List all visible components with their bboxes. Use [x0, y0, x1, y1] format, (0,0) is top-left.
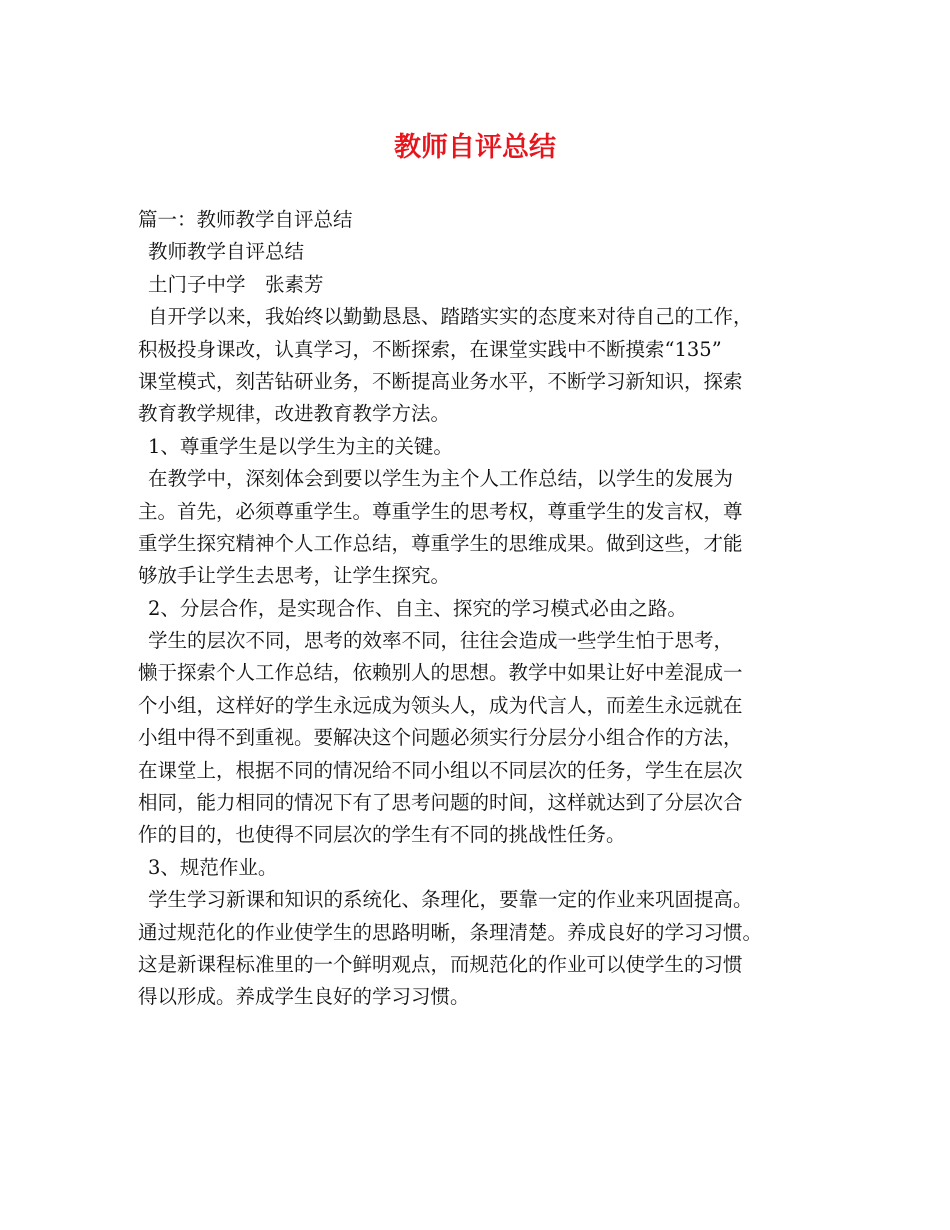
- paragraph-line: 学生的层次不同，思考的效率不同，往往会造成一些学生怕于思考，: [148, 629, 734, 653]
- paragraph-line: 作的目的，也使得不同层次的学生有不同的挑战性任务。: [138, 823, 626, 847]
- article-title: 教师教学自评总结: [148, 240, 305, 264]
- paragraph-line: 相同，能力相同的情况下有了思考问题的时间，这样就达到了分层次合: [138, 791, 743, 815]
- paragraph-line: 重学生探究精神个人工作总结，尊重学生的思维成果。做到这些，才能: [138, 531, 743, 555]
- paragraph-line: 通过规范化的作业使学生的思路明晰，条理清楚。养成良好的学习习惯。: [138, 920, 763, 944]
- document-body: [138, 204, 818, 1014]
- paragraph-line: 在教学中，深刻体会到要以学生为主个人工作总结，以学生的发展为: [148, 467, 734, 491]
- author-line: 土门子中学 张素芳: [148, 272, 324, 296]
- paragraph-line: 这是新课程标准里的一个鲜明观点，而规范化的作业可以使学生的习惯: [138, 952, 743, 976]
- paragraph-line: 学生学习新课和知识的系统化、条理化，要靠一定的作业来巩固提高。: [148, 888, 753, 912]
- paragraph-line: 教育教学规律，改进教育教学方法。: [138, 402, 451, 426]
- document-title: 教师自评总结: [394, 132, 556, 163]
- section-heading: 篇一：教师教学自评总结: [138, 208, 353, 231]
- point-heading: 3、规范作业。: [148, 855, 278, 879]
- paragraph-line: 在课堂上，根据不同的情况给不同小组以不同层次的任务，学生在层次: [138, 758, 743, 782]
- paragraph-line: 够放手让学生去思考，让学生探究。: [138, 564, 451, 588]
- paragraph-line: 课堂模式，刻苦钻研业务，不断提高业务水平，不断学习新知识，探索: [138, 369, 743, 393]
- paragraph-line: 积极投身课改，认真学习，不断探索，在课堂实践中不断摸索“135”: [138, 337, 722, 361]
- paragraph-line: 小组中得不到重视。要解决这个问题必须实行分层分小组合作的方法，: [138, 726, 743, 750]
- paragraph-line: 主。首先，必须尊重学生。尊重学生的思考权，尊重学生的发言权，尊: [138, 499, 743, 523]
- paragraph-line: 个小组，这样好的学生永远成为领头人，成为代言人，而差生永远就在: [138, 693, 743, 717]
- point-heading: 1、尊重学生是以学生为主的关键。: [148, 434, 453, 458]
- paragraph-line: 懒于探索个人工作总结，依赖别人的思想。教学中如果让好中差混成一: [138, 661, 743, 685]
- point-heading: 2、分层合作，是实现合作、自主、探究的学习模式必由之路。: [148, 596, 687, 620]
- paragraph-line: 得以形成。养成学生良好的学习习惯。: [138, 985, 470, 1009]
- paragraph-line: 自开学以来，我始终以勤勤恳恳、踏踏实实的态度来对待自己的工作，: [148, 305, 753, 329]
